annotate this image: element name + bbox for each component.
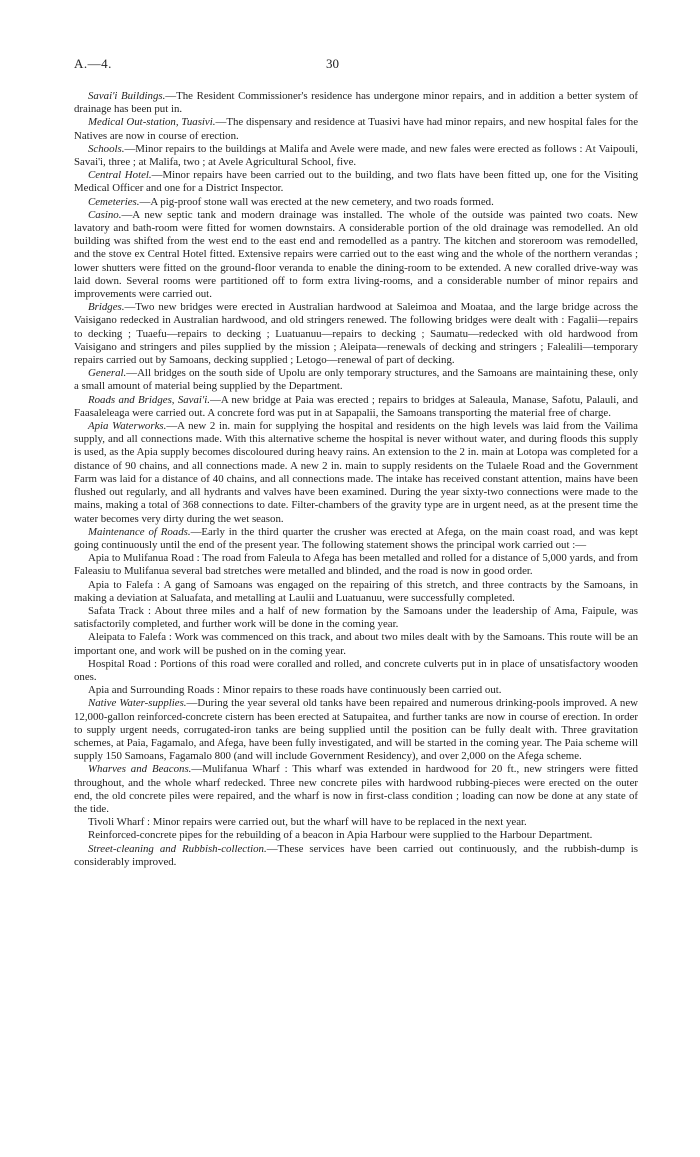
paragraph-apia-surrounding-roads (74, 684, 638, 697)
heading-medical-out-station: Medical Out-station, Tuasivi. (88, 116, 216, 129)
report-reference: A.—4. (74, 56, 112, 71)
text-bridges: —Two new bridges were erected in Australian hardwood at Saleimoa and Moataa, and the large bridge across the Vaisigano redecked in Australian hardwood, and old stringers renewed. The following bridges were dealt with : Fagalii—repairs to decking ; Tuaefu—repairs to decking ; Luatuanuu—repairs to decking ; Saumatu—redecked with old hardwood from Vaisigano and stringers and piles supplied by the mission ; Aleipata—renewals of decking and stringers ; Falealili—temporary repairs carried out by Samoans, decking supplied ; Letogo—renewal of part of decking. (74, 301, 638, 367)
text-hospital-road: Hospital Road : Portions of this road were coralled and rolled, and concrete culverts put in in place of unsatisfactory wooden ones. (74, 657, 638, 683)
text-apia-surrounding-roads: Apia and Surrounding Roads : Minor repairs to these roads have continuously been carried out. (88, 684, 502, 697)
heading-roads-bridges-savaii: Roads and Bridges, Savai'i. (88, 393, 210, 406)
paragraph-apia-falefa (74, 579, 638, 605)
paragraph-central-hotel (74, 169, 638, 195)
text-cemeteries: —A pig-proof stone wall was erected at the new cemetery, and two roads formed. (139, 195, 494, 208)
paragraph-savaii-buildings (74, 90, 638, 116)
paragraph-maintenance-of-roads (74, 526, 638, 552)
text-apia-mulifanua-road: Apia to Mulifanua Road : The road from Faleula to Afega has been metalled and rolled for a distance of 5,000 yards, and from Faleasiu to Mulifanua several bad stretches were metalled and blinded, and the road is now in good order. (74, 552, 638, 578)
text-general: —All bridges on the south side of Upolu are only temporary structures, and the Samoans are maintaining these, only a small amount of material being supplied by the Department. (74, 367, 638, 393)
paragraph-aleipata-falefa (74, 631, 638, 657)
heading-savaii-buildings: Savai'i Buildings. (88, 90, 166, 102)
text-apia-waterworks: —A new 2 in. main for supplying the hospital and residents on the high levels was laid from the Vailima supply, and all connections made. With this alternative scheme the hospital is never without water, and during floods this supply is used, as the Apia supply becomes discoloured during heavy rains. An extension to the 2 in. main at Lotopa was completed for a distance of 90 chains, and all connections made. A new 2 in. main to supply residents on the Tulaele Road and the Government Farm was laid for a distance of 40 chains, and all connections made. The intake has received constant attention, mains have been flushed out regularly, and all hydrants and valves have been examined. During the year sixty-two connections were made to the mains, making a total of 368 connections to date. Filter-chambers of the gravity type are in urgent need, as at the present time the water becomes very dirty during the wet season. (74, 420, 638, 525)
paragraph-hospital-road (74, 658, 638, 684)
text-casino: —A new septic tank and modern drainage was installed. The whole of the outside was painted two coats. New lavatory and bath-room were fitted for women downstairs. A considerable portion of the old drainage was remodelled. An old building was shifted from the west end to the east end and remodelled as a pantry. The kitchen and storeroom was remodelled, and the stove ex Central Hotel fitted. Extensive repairs were carried out to the east wing and the whole of the northern verandas ; lower shutters were fitted on the ground-floor veranda to enable the dining-room to be extended. A new coralled drive-way was laid down. Several rooms were partitioned off to form extra living-rooms, and a considerable number of minor repairs and improvements were carried out. (74, 208, 638, 301)
heading-wharves-beacons: Wharves and Beacons. (88, 763, 192, 776)
paragraph-casino (74, 209, 638, 301)
heading-general: General. (88, 367, 127, 380)
text-medical-out-station: —The dispensary and residence at Tuasivi have had minor repairs, and new hospital fales for the Natives are now in course of erection. (74, 116, 639, 142)
paragraph-medical-out-station (74, 116, 638, 142)
text-roads-bridges-savaii: —A new bridge at Paia was erected ; repairs to bridges at Saleaula, Manase, Safotu, Palauli, and Faasaleleaga were carried out. A concrete ford was put in at Sapapalii, the Samoans transporting the material free of charge. (74, 393, 638, 419)
paragraph-safata-track (74, 605, 638, 631)
text-schools: —Minor repairs to the buildings at Malifa and Avele were made, and new fales were erected as follows : At Vaipouli, Savai'i, three ; at Malifa, two ; at Avele Agricultural School, five. (74, 142, 638, 169)
paragraph-tivoli-wharf (74, 816, 638, 829)
heading-central-hotel: Central Hotel. (88, 169, 152, 182)
heading-maintenance-of-roads: Maintenance of Roads. (88, 525, 191, 538)
paragraph-bridges (74, 301, 638, 367)
page-number: 30 (326, 56, 339, 71)
heading-bridges: Bridges. (88, 301, 125, 314)
heading-native-water-supplies: Native Water-supplies. (88, 697, 187, 710)
paragraph-apia-mulifanua-road (74, 552, 638, 578)
paragraph-street-cleaning (74, 843, 638, 869)
paragraph-native-water-supplies (74, 697, 638, 763)
text-safata-track: Safata Track : About three miles and a half of new formation by the Samoans under the leadership of Ama, Faipule, was satisfactorily completed, and further work will be done in the coming year. (74, 604, 638, 631)
heading-cemeteries: Cemeteries. (88, 195, 140, 208)
paragraph-wharves-beacons (74, 763, 638, 816)
paragraph-schools (74, 143, 638, 169)
text-wharves-beacons: —Mulifanua Wharf : This wharf was extended in hardwood for 20 ft., new stringers were fitted throughout, and the whole wharf redecked. Three new concrete piles with hardwood rubbing-pieces were erected on the outer end, the old concrete piles were repaired, and the wharf is now in first-class condition ; loading can now be done at any state of the tide. (74, 763, 638, 815)
heading-casino: Casino. (88, 208, 122, 221)
document-body (74, 90, 638, 869)
text-concrete-pipes: Reinforced-concrete pipes for the rebuilding of a beacon in Apia Harbour were supplied to the Harbour Department. (88, 829, 593, 842)
text-maintenance-of-roads: —Early in the third quarter the crusher was erected at Afega, on the main coast road, and was kept going continuously until the end of the present year. The following statement shows the principal work carried out :— (74, 525, 638, 551)
text-savaii-buildings: —The Resident Commissioner's residence has undergone minor repairs, and in addition a better system of drainage has been put in. (74, 90, 638, 116)
text-tivoli-wharf: Tivoli Wharf : Minor repairs were carried out, but the wharf will have to be replaced in the next year. (88, 816, 527, 829)
heading-street-cleaning: Street-cleaning and Rubbish-collection. (88, 842, 267, 855)
text-aleipata-falefa: Aleipata to Falefa : Work was commenced on this track, and about two miles dealt with by the Samoans. This route will be an important one, and work will be pushed on in the coming year. (74, 631, 638, 657)
paragraph-concrete-pipes (74, 829, 638, 842)
paragraph-apia-waterworks (74, 420, 638, 526)
text-central-hotel: —Minor repairs have been carried out to the building, and two flats have been fitted up, one for the Visiting Medical Officer and one for a District Inspector. (74, 169, 638, 195)
text-street-cleaning: —These services have been carried out continuously, and the rubbish-dump is considerably improved. (74, 842, 639, 868)
paragraph-general (74, 367, 638, 393)
text-native-water-supplies: —During the year several old tanks have been repaired and numerous drinking-pools improved. A new 12,000-gallon reinforced-concrete cistern has been erected at Satupaitea, and further tanks are now in course of erection. In order to supply urgent needs, corrugated-iron tanks are being supplied until the position can be fully dealt with. Three gravitation schemes, at Paia, Fagamalo, and Afega, have been fully investigated, and will be started in the coming year. The Paia scheme will supply 150 Samoans, Fagamalo 800 (and will include Government Residency), and over 2,000 on the Afega scheme. (74, 697, 638, 763)
heading-schools: Schools. (88, 142, 125, 155)
text-apia-falefa: Apia to Falefa : A gang of Samoans was engaged on the repairing of this stretch, and three contracts by the Samoans, in making a deviation at Saluafata, and metalling at Laulii and Luatuanuu, were successfully completed. (74, 578, 638, 604)
heading-apia-waterworks: Apia Waterworks. (88, 420, 167, 433)
paragraph-cemeteries (74, 196, 638, 209)
paragraph-roads-bridges-savaii (74, 394, 638, 420)
